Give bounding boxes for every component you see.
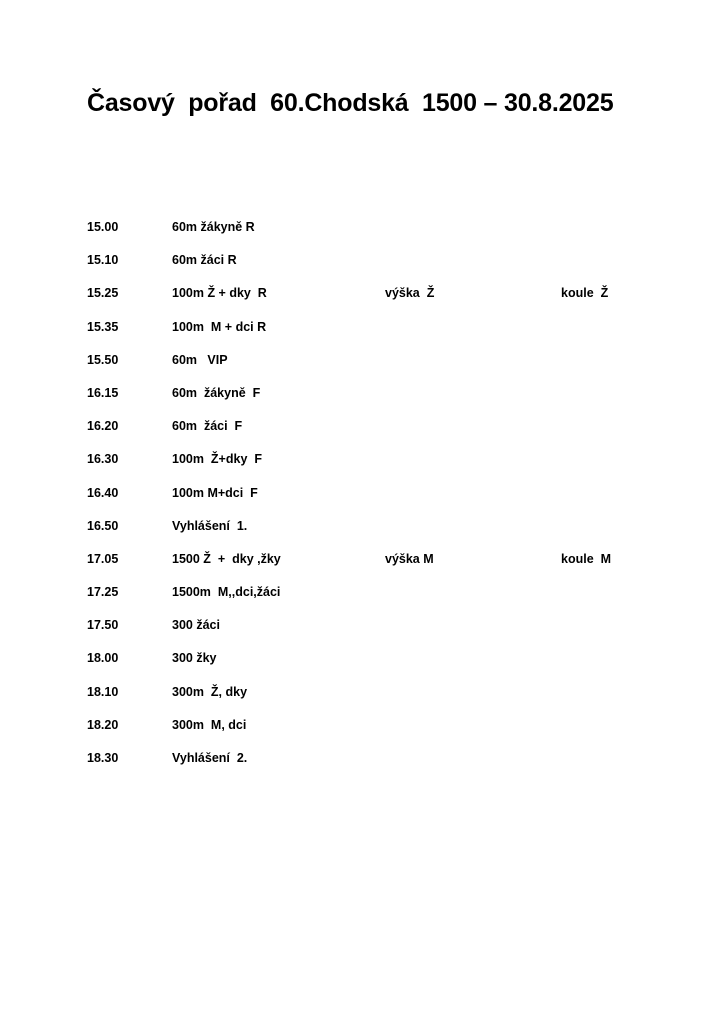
- row-time: 18.30: [87, 751, 119, 765]
- schedule-row: [87, 515, 687, 548]
- schedule-row: [87, 448, 687, 481]
- row-time: 15.35: [87, 319, 119, 334]
- row-event: 100m Ž+dky F: [172, 452, 262, 467]
- row-time: 18.00: [87, 651, 119, 666]
- schedule-row: [87, 581, 687, 614]
- row-time: 17.50: [87, 618, 119, 633]
- row-event: 60m žákyně R: [172, 220, 255, 234]
- row-time: 15.25: [87, 286, 119, 301]
- schedule-row: [87, 349, 687, 382]
- row-event: 300m Ž, dky: [172, 684, 248, 699]
- row-event: 60m žákyně F: [172, 385, 261, 400]
- row-shot-put: koule M: [561, 551, 612, 566]
- row-event: 100m Ž + dky R: [172, 286, 267, 301]
- page-title: Časový pořad 60.Chodská 1500 – 30.8.2025: [87, 89, 614, 117]
- row-time: 17.05: [87, 551, 119, 566]
- row-event: 1500 Ž + dky ,žky: [172, 551, 281, 566]
- schedule-row: [87, 747, 687, 780]
- schedule-row: [87, 216, 687, 249]
- schedule-row: [87, 681, 687, 714]
- schedule-row: [87, 647, 687, 680]
- row-event: 100m M + dci R: [172, 319, 267, 334]
- row-time: 15.00: [87, 220, 119, 234]
- schedule-row: [87, 415, 687, 448]
- schedule-row: [87, 482, 687, 515]
- schedule-row: [87, 249, 687, 282]
- row-event: 60m VIP: [172, 352, 228, 367]
- row-event: 60m žáci R: [172, 253, 237, 268]
- row-event: Vyhlášení 1.: [172, 518, 248, 533]
- row-high-jump: výška M: [385, 551, 434, 566]
- schedule-row: [87, 548, 687, 581]
- schedule-row: [87, 282, 687, 315]
- row-time: 15.50: [87, 352, 119, 367]
- row-time: 15.10: [87, 253, 119, 268]
- row-high-jump: výška Ž: [385, 286, 435, 301]
- row-time: 17.25: [87, 585, 119, 600]
- row-event: 1500m M,,dci,žáci: [172, 585, 281, 600]
- row-time: 16.15: [87, 385, 119, 400]
- row-event: 300m M, dci: [172, 717, 247, 732]
- row-event: 300 žáci: [172, 618, 220, 633]
- row-event: 300 žky: [172, 651, 217, 666]
- row-time: 16.50: [87, 518, 119, 533]
- row-event: 100m M+dci F: [172, 485, 258, 500]
- schedule-row: [87, 614, 687, 647]
- row-event: 60m žáci F: [172, 419, 243, 434]
- row-event: Vyhlášení 2.: [172, 751, 248, 765]
- schedule-row: [87, 316, 687, 349]
- schedule-row: [87, 382, 687, 415]
- row-time: 18.10: [87, 684, 119, 699]
- row-time: 16.30: [87, 452, 119, 467]
- schedule-row: [87, 714, 687, 747]
- row-time: 16.20: [87, 419, 119, 434]
- row-time: 16.40: [87, 485, 119, 500]
- row-time: 18.20: [87, 717, 119, 732]
- schedule-table: [87, 216, 687, 780]
- row-shot-put: koule Ž: [561, 286, 609, 301]
